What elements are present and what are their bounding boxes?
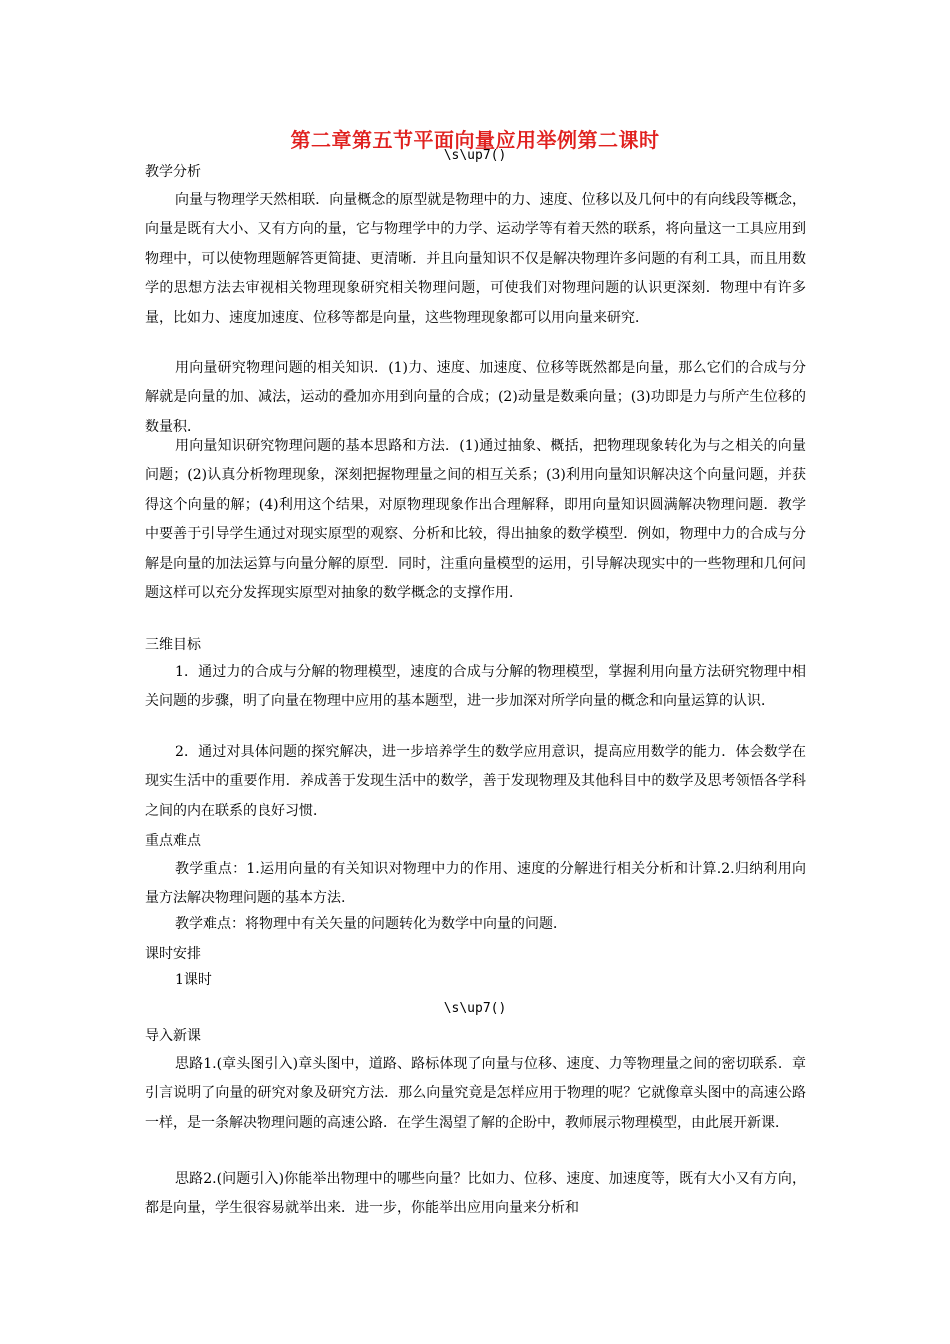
paragraph-key-1: 教学重点：1.运用向量的有关知识对物理中力的作用、速度的分解进行相关分析和计算.2.归纳利用向量方法解决物理问题的基本方法. [145, 861, 806, 907]
section-heading-analysis: 教学分析 [145, 164, 201, 180]
section-heading-key-points: 重点难点 [145, 833, 201, 849]
paragraph-goals-1: 1．通过力的合成与分解的物理模型，速度的合成与分解的物理模型，掌握利用向量方法研究物理中相关问题的步骤，明了向量在物理中应用的基本题型，进一步加深对所学向量的概念和向量运算的认识． [145, 664, 806, 710]
paragraph-analysis-2: 用向量研究物理问题的相关知识．(1)力、速度、加速度、位移等既然都是向量，那么它们的合成与分解就是向量的加、减法，运动的叠加亦用到向量的合成；(2)动量是数乘向量；(3)功即是力与所产生位移的数量积． [145, 360, 806, 435]
field-code-line-2: \s\up7() [443, 1001, 507, 1016]
field-code-line: \s\up7() [443, 148, 507, 163]
paragraph-schedule: 1课时 [175, 972, 212, 988]
section-heading-intro: 导入新课 [145, 1028, 201, 1044]
section-heading-goals: 三维目标 [145, 637, 201, 653]
paragraph-key-2: 教学难点：将物理中有关矢量的问题转化为数学中向量的问题． [175, 916, 567, 932]
paragraph-goals-2: 2．通过对具体问题的探究解决，进一步培养学生的数学应用意识，提高应用数学的能力．体会数学在现实生活中的重要作用．养成善于发现生活中的数学，善于发现物理及其他科目中的数学及思考领悟各学科之间的内在联系的良好习惯． [145, 744, 806, 819]
paragraph-analysis-3: 用向量知识研究物理问题的基本思路和方法．(1)通过抽象、概括，把物理现象转化为与之相关的向量问题；(2)认真分析物理现象，深刻把握物理量之间的相互关系；(3)利用向量知识解决这个向量问题，并获得这个向量的解；(4)利用这个结果，对原物理现象作出合理解释，即用向量知识圆满解决物理问题．教学中要善于引导学生通过对现实原型的观察、分析和比较，得出抽象的数学模型．例如，物理中力的合成与分解是向量的加法运算与向量分解的原型．同时，注重向量模型的运用，引导解决现实中的一些物理和几何问题这样可以充分发挥现实原型对抽象的数学概念的支撑作用． [145, 438, 806, 602]
paragraph-analysis-1: 向量与物理学天然相联．向量概念的原型就是物理中的力、速度、位移以及几何中的有向线段等概念，向量是既有大小、又有方向的量，它与物理学中的力学、运动学等有着天然的联系，将向量这一工具应用到物理中，可以使物理题解答更简捷、更清晰．并且向量知识不仅是解决物理许多问题的有利工具，而且用数学的思想方法去审视相关物理现象研究相关物理问题，可使我们对物理问题的认识更深刻．物理中有许多量，比如力、速度加速度、位移等都是向量，这些物理现象都可以用向量来研究． [145, 192, 806, 326]
paragraph-intro-1: 思路1.(章头图引入)章头图中，道路、路标体现了向量与位移、速度、力等物理量之间的密切联系．章引言说明了向量的研究对象及研究方法．那么向量究竟是怎样应用于物理的呢？它就像章头图中的高速公路一样，是一条解决物理问题的高速公路．在学生渴望了解的企盼中，教师展示物理模型，由此展开新课． [145, 1056, 806, 1131]
section-heading-schedule: 课时安排 [145, 946, 201, 962]
document-title: 第二章第五节平面向量应用举例第二课时 [290, 128, 660, 152]
paragraph-intro-2: 思路2.(问题引入)你能举出物理中的哪些向量？比如力、位移、速度、加速度等，既有大小又有方向，都是向量，学生很容易就举出来．进一步，你能举出应用向量来分析和 [145, 1171, 806, 1217]
